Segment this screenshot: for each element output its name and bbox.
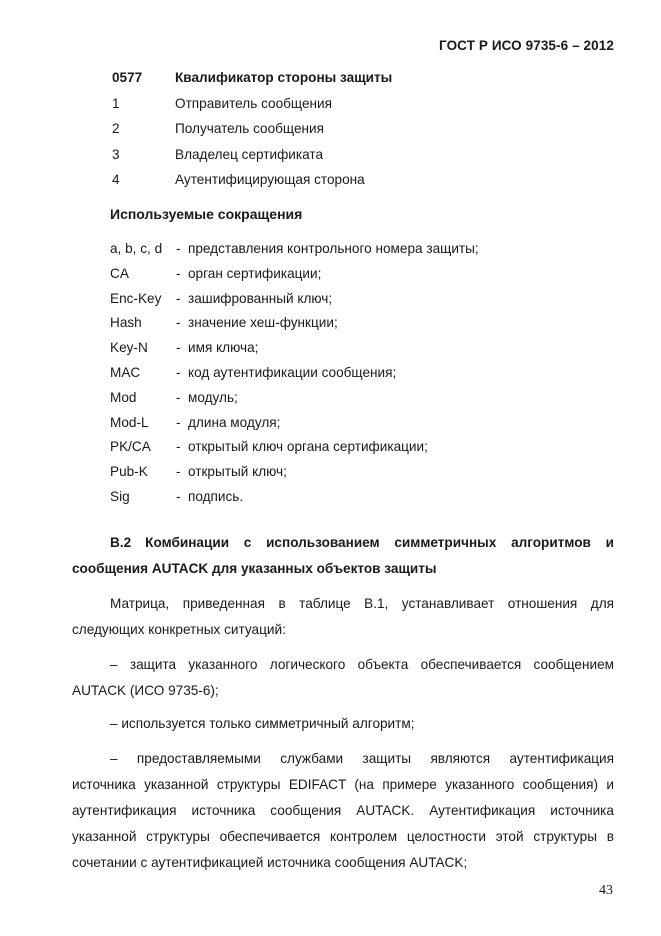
abbreviation-text: зашифрованный ключ; xyxy=(188,290,333,306)
abbreviation-key: Mod-L xyxy=(110,414,149,430)
abbreviation-key: CA xyxy=(110,265,129,281)
dash-separator: - xyxy=(176,439,181,455)
code-label: Отправитель сообщения xyxy=(175,95,332,111)
abbreviation-key: a, b, c, d xyxy=(110,241,163,256)
abbreviation-key: Pub-K xyxy=(110,464,148,480)
code-value: 1 xyxy=(112,95,120,111)
abbreviation-text: код аутентификации сообщения; xyxy=(188,364,397,380)
abbreviation-row xyxy=(110,288,590,313)
text-line: AUTACK (ИСО 9735-6); xyxy=(72,683,219,698)
code-value: 0577 xyxy=(112,70,143,85)
dash-separator: - xyxy=(176,389,181,405)
abbreviation-row xyxy=(110,238,590,263)
qualifier-code-header xyxy=(112,68,582,94)
dash-separator: - xyxy=(176,290,181,306)
dash-separator: - xyxy=(176,241,181,256)
abbreviation-text: открытый ключ; xyxy=(188,464,287,480)
abbreviation-row xyxy=(110,337,590,362)
abbreviation-row xyxy=(110,461,590,486)
qualifier-code-row xyxy=(112,145,582,171)
list-item-symmetric xyxy=(72,711,614,737)
dash-separator: - xyxy=(176,488,181,504)
abbreviation-row xyxy=(110,362,590,387)
abbreviation-key: Key-N xyxy=(110,340,148,356)
section-heading xyxy=(72,530,614,582)
qualifier-code-row xyxy=(112,94,582,120)
abbreviation-text: орган сертификации; xyxy=(188,265,322,281)
dash-separator: - xyxy=(176,265,181,281)
abbreviation-row xyxy=(110,412,590,437)
page-number: 43 xyxy=(599,883,613,898)
abbreviation-key: PK/CA xyxy=(110,439,151,455)
qualifier-code-row xyxy=(112,119,582,145)
section-title-part: Комбинации с использованием симметричных алгоритмов и xyxy=(145,535,614,550)
code-label: Владелец сертификата xyxy=(175,146,324,162)
text-line: – защита указанного логического объекта обеспечивается сообщением xyxy=(110,657,614,672)
abbreviation-key: Hash xyxy=(110,315,142,331)
abbreviation-text: подпись. xyxy=(188,488,244,504)
code-value: 3 xyxy=(112,146,120,162)
text-line: источника указанной структуры EDIFACT (на примере указанного сообщения) и xyxy=(72,777,614,792)
abbreviations-list xyxy=(110,238,590,511)
dash-separator: - xyxy=(176,315,181,331)
text-line: указанной структуры обеспечивается контролем целостности этой структуры в xyxy=(72,829,614,844)
dash-separator: - xyxy=(176,464,181,480)
abbreviation-row xyxy=(110,263,590,288)
text-line: аутентификация источника сообщения AUTACK. Аутентификация источника xyxy=(72,803,614,818)
text-line: – используется только симметричный алгоритм; xyxy=(110,716,415,731)
code-label: Аутентифицирующая сторона xyxy=(175,172,365,187)
abbreviation-key: MAC xyxy=(110,364,141,380)
abbreviation-key: Enc-Key xyxy=(110,290,162,306)
section-number: В.2 xyxy=(110,535,132,550)
abbreviation-key: Mod xyxy=(110,389,137,405)
qualifier-code-list xyxy=(112,68,582,196)
list-item-services xyxy=(72,746,614,876)
section-heading-line xyxy=(72,530,614,556)
code-value: 2 xyxy=(112,121,120,136)
abbreviation-row xyxy=(110,387,590,412)
abbreviation-row xyxy=(110,436,590,461)
text-line: Матрица, приведенная в таблице В.1, устанавливает отношения для xyxy=(110,596,614,611)
dash-separator: - xyxy=(176,340,181,356)
abbreviation-key: Sig xyxy=(110,488,130,504)
document-header: ГОСТ Р ИСО 9735-6 – 2012 xyxy=(439,38,614,53)
paragraph-matrix xyxy=(72,591,614,643)
qualifier-code-row xyxy=(112,170,582,196)
dash-separator: - xyxy=(176,364,181,380)
text-line: сочетании с аутентификацией источника сообщения AUTACK; xyxy=(72,855,468,870)
abbreviation-text: имя ключа; xyxy=(188,340,259,356)
section-title-part: сообщения AUTACK для указанных объектов защиты xyxy=(72,561,437,576)
abbreviation-row xyxy=(110,312,590,337)
abbreviation-text: значение хеш-функции; xyxy=(188,315,338,331)
abbreviations-title: Используемые сокращения xyxy=(110,206,303,222)
text-line: – предоставляемыми службами защиты являются аутентификация xyxy=(110,751,614,766)
list-item-protection xyxy=(72,652,614,704)
abbreviation-text: длина модуля; xyxy=(188,414,281,430)
abbreviation-text: модуль; xyxy=(188,389,238,405)
code-label: Получатель сообщения xyxy=(175,121,324,136)
dash-separator: - xyxy=(176,414,181,430)
abbreviation-text: представления контрольного номера защиты; xyxy=(188,241,479,256)
text-line: следующих конкретных ситуаций: xyxy=(72,622,286,637)
abbreviation-row xyxy=(110,486,590,511)
code-value: 4 xyxy=(112,172,120,187)
code-label: Квалификатор стороны защиты xyxy=(175,70,393,85)
abbreviation-text: открытый ключ органа сертификации; xyxy=(188,439,428,455)
